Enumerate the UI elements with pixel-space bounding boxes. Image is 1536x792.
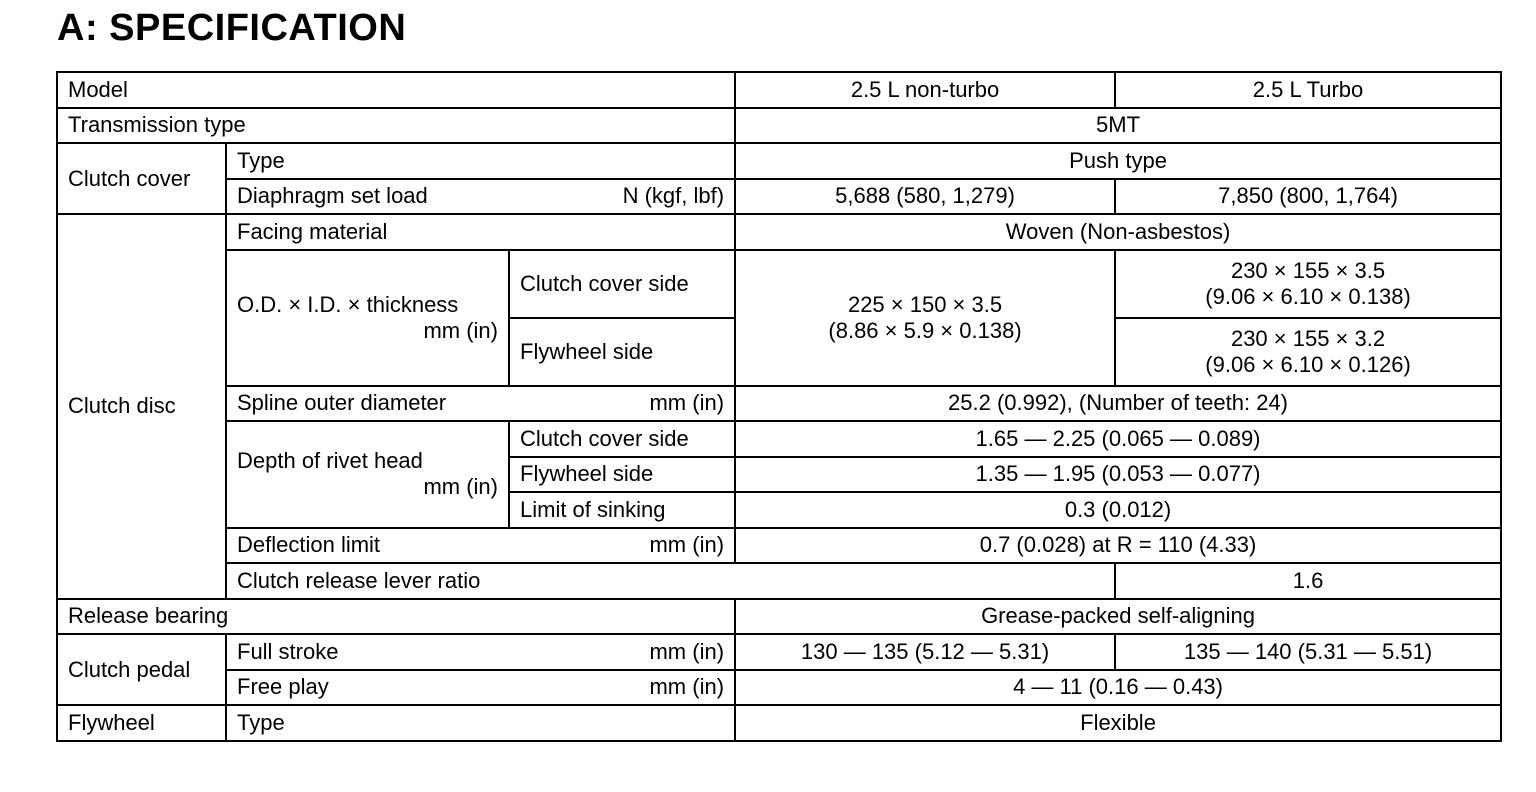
facing-material-value: Woven (Non-asbestos)	[735, 214, 1501, 250]
rivet-flywheel-side: Flywheel side	[509, 457, 735, 493]
model-non-turbo: 2.5 L non-turbo	[735, 72, 1115, 108]
free-play-label: Free play	[237, 674, 329, 700]
table-row	[57, 179, 1501, 215]
specification-table	[56, 71, 1502, 742]
od-id-turbo-cover-cell	[1115, 250, 1501, 318]
free-play-unit: mm (in)	[649, 674, 725, 700]
page-title: A: SPECIFICATION	[57, 7, 407, 49]
od-id-flywheel-side: Flywheel side	[509, 318, 735, 386]
table-row	[57, 72, 1501, 108]
full-stroke-non-turbo: 130 — 135 (5.12 — 5.31)	[735, 634, 1115, 670]
release-lever-ratio-label: Clutch release lever ratio	[226, 563, 1115, 599]
transmission-type-label: Transmission type	[57, 108, 735, 144]
clutch-pedal-label: Clutch pedal	[57, 634, 226, 705]
spline-unit: mm (in)	[649, 390, 725, 416]
od-id-turbo-cover-line1: 230 × 155 × 3.5	[1230, 257, 1386, 283]
table-row	[57, 421, 1501, 457]
od-id-non-turbo-line2: (8.86 × 5.9 × 0.138)	[828, 317, 1022, 343]
od-id-cover-side: Clutch cover side	[509, 250, 735, 318]
release-bearing-label: Release bearing	[57, 599, 735, 635]
deflection-label: Deflection limit	[237, 532, 381, 558]
table-row	[57, 563, 1501, 599]
od-id-label: O.D. × I.D. × thickness	[237, 291, 459, 317]
table-row	[57, 634, 1501, 670]
od-id-turbo-flywheel-cell	[1115, 318, 1501, 386]
rivet-flywheel-value: 1.35 — 1.95 (0.053 — 0.077)	[735, 457, 1501, 493]
spline-label: Spline outer diameter	[237, 390, 447, 416]
release-lever-ratio-value: 1.6	[1115, 563, 1501, 599]
rivet-label: Depth of rivet head	[237, 448, 423, 474]
full-stroke-label: Full stroke	[237, 638, 339, 664]
table-row	[57, 214, 1501, 250]
flywheel-type-value: Flexible	[735, 705, 1501, 741]
release-bearing-value: Grease-packed self-aligning	[735, 599, 1501, 635]
table-row	[57, 599, 1501, 635]
transmission-type-value: 5MT	[735, 108, 1501, 144]
deflection-label-cell	[226, 528, 735, 564]
diaphragm-label-cell	[226, 179, 735, 215]
table-row	[57, 528, 1501, 564]
clutch-cover-type-label: Type	[226, 143, 735, 179]
table-row	[57, 670, 1501, 706]
rivet-cover-side: Clutch cover side	[509, 421, 735, 457]
od-id-label-cell	[226, 250, 509, 386]
table-row	[57, 386, 1501, 422]
full-stroke-turbo: 135 — 140 (5.31 — 5.51)	[1115, 634, 1501, 670]
deflection-unit: mm (in)	[649, 532, 725, 558]
od-id-non-turbo-cell	[735, 250, 1115, 386]
model-turbo: 2.5 L Turbo	[1115, 72, 1501, 108]
table-row	[57, 705, 1501, 741]
full-stroke-unit: mm (in)	[649, 638, 725, 664]
model-label: Model	[57, 72, 735, 108]
diaphragm-non-turbo: 5,688 (580, 1,279)	[735, 179, 1115, 215]
flywheel-label: Flywheel	[57, 705, 226, 741]
spline-value: 25.2 (0.992), (Number of teeth: 24)	[735, 386, 1501, 422]
clutch-cover-type-value: Push type	[735, 143, 1501, 179]
od-id-unit: mm (in)	[423, 317, 498, 343]
od-id-turbo-flywheel-line2: (9.06 × 6.10 × 0.126)	[1205, 351, 1411, 377]
deflection-value: 0.7 (0.028) at R = 110 (4.33)	[735, 528, 1501, 564]
rivet-limit-label: Limit of sinking	[509, 492, 735, 528]
facing-material-label: Facing material	[226, 214, 735, 250]
flywheel-type-label: Type	[226, 705, 735, 741]
diaphragm-label: Diaphragm set load	[237, 183, 428, 209]
rivet-limit-value: 0.3 (0.012)	[735, 492, 1501, 528]
free-play-label-cell	[226, 670, 735, 706]
diaphragm-turbo: 7,850 (800, 1,764)	[1115, 179, 1501, 215]
spline-label-cell	[226, 386, 735, 422]
diaphragm-unit: N (kgf, lbf)	[622, 183, 725, 209]
table-row	[57, 108, 1501, 144]
table-row	[57, 143, 1501, 179]
clutch-cover-label: Clutch cover	[57, 143, 226, 214]
rivet-cover-value: 1.65 — 2.25 (0.065 — 0.089)	[735, 421, 1501, 457]
od-id-non-turbo-line1: 225 × 150 × 3.5	[847, 291, 1003, 317]
free-play-value: 4 — 11 (0.16 — 0.43)	[735, 670, 1501, 706]
rivet-unit: mm (in)	[423, 474, 498, 500]
clutch-disc-label: Clutch disc	[57, 214, 226, 599]
rivet-label-cell	[226, 421, 509, 528]
table-row	[57, 250, 1501, 318]
od-id-turbo-flywheel-line1: 230 × 155 × 3.2	[1230, 325, 1386, 351]
od-id-turbo-cover-line2: (9.06 × 6.10 × 0.138)	[1205, 283, 1411, 309]
full-stroke-label-cell	[226, 634, 735, 670]
